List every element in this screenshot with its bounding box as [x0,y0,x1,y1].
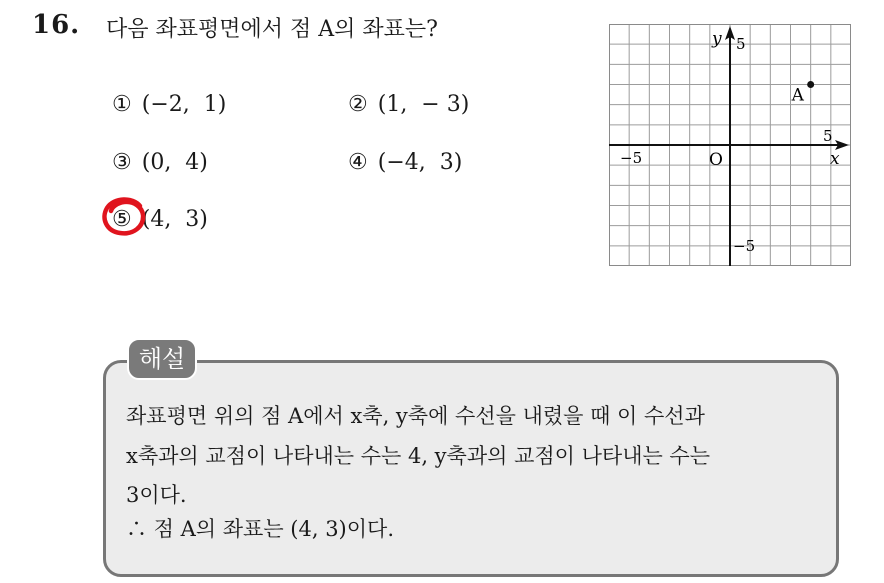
x-axis-label: x [830,149,840,169]
question-text: 다음 좌표평면에서 점 A의 좌표는? [106,17,438,42]
y-max-label: 5 [736,35,746,53]
choice-3-value: (0, 4) [141,150,208,175]
solution-tag: 해설 [127,338,197,380]
choice-2-value: (1, − 3) [377,92,470,117]
choice-2-mark: ② [348,92,368,117]
point-a [807,81,814,88]
choice-1[interactable] [112,92,226,117]
y-min-label: −5 [733,237,756,255]
coordinate-plane [609,24,851,266]
choice-4[interactable] [348,150,462,175]
solution-line-4: ∴ 점 A의 좌표는 (4, 3)이다. [126,517,395,541]
solution-line-2: x축과의 교점이 나타내는 수는 4, y축과의 교점이 나타내는 수는 [126,444,711,468]
y-axis-label: y [712,29,722,49]
choice-1-mark: ① [112,92,132,117]
x-max-label: 5 [823,127,833,145]
x-min-label: −5 [620,149,643,167]
answer-circle-mark [100,194,150,238]
choice-1-value: (−2, 1) [141,92,227,117]
choice-5-mark: ⑤ [112,207,132,232]
solution-line-3: 3이다. [126,483,187,507]
solution-line-1: 좌표평면 위의 점 A에서 x축, y축에 수선을 내렸을 때 이 수선과 [126,404,705,428]
origin-label: O [709,150,723,170]
choice-3[interactable] [112,150,208,175]
choice-3-mark: ③ [112,150,132,175]
question-number: 16. [32,10,81,40]
choice-4-mark: ④ [348,150,368,175]
choice-4-value: (−4, 3) [377,150,463,175]
point-a-label: A [791,85,804,106]
choice-2[interactable] [348,92,469,117]
choice-5-value: (4, 3) [141,207,208,232]
